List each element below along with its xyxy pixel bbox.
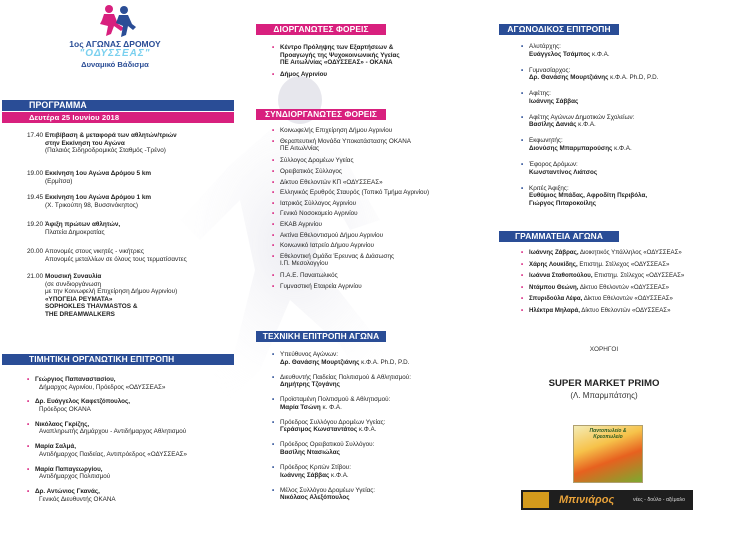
honorary-name: Μαρία Παπαγεωργίου, xyxy=(35,465,103,473)
competition-suffix: κ.Φ.Α. xyxy=(590,50,610,58)
competition-item xyxy=(521,113,739,129)
program-event xyxy=(45,170,255,185)
honorary-item xyxy=(27,376,235,391)
coorganizer-item xyxy=(272,167,490,176)
competition-header: ΑΓΩΝΟΔΙΚΟΣ ΕΠΙΤΡΟΠΗ xyxy=(499,24,619,35)
secretariat-item xyxy=(521,272,741,280)
technical-name-line xyxy=(280,472,490,480)
bullet-icon: • xyxy=(272,127,275,134)
secretariat-name: Ιωάννα Σταθοπούλου, xyxy=(529,272,593,280)
competition-role: Κριτές Άφιξης: xyxy=(529,184,569,192)
program-event xyxy=(45,194,255,209)
program-event-line: Απονομές στους νικητές - νικήτριες xyxy=(45,248,144,255)
secretariat-item xyxy=(521,295,741,303)
technical-suffix: κ.Φ.Α. xyxy=(329,471,349,479)
coorganizer-line: Π.Α.Ε. Παναιτωλικός xyxy=(280,272,338,280)
bullet-icon: • xyxy=(272,167,275,175)
bullet-icon: • xyxy=(521,283,524,291)
program-event-line: (Παλαιός Σιδηροδρομικός Σταθμός -Τρένο) xyxy=(45,147,166,155)
coorganizer-item xyxy=(272,199,490,208)
honorary-role: Γενικός Διευθυντής ΟΚΑΝΑ xyxy=(39,495,116,503)
honorary-name: Νικόλαος Γκρίζης, xyxy=(35,420,90,428)
technical-role: Μέλος Συλλόγου Δρομέων Υγείας: xyxy=(280,486,376,494)
technical-name-line xyxy=(280,359,490,367)
competition-name: Ιωάννης Σάββας xyxy=(529,97,579,105)
sponsor-logo-icon xyxy=(523,492,549,508)
technical-item xyxy=(272,441,490,456)
technical-role: Διευθυντής Παιδείας Πολιτισμού & Αθλητισμού: xyxy=(280,373,411,381)
technical-name: Ιωάννης Σάββας xyxy=(280,471,330,479)
coorganizer-item xyxy=(272,252,490,268)
technical-name: Δημήτρης Τζογάνης xyxy=(280,381,340,389)
runners-logo-icon xyxy=(94,4,136,38)
technical-suffix: κ.Φ.Α. Ph.D, P.D. xyxy=(359,358,410,366)
coorganizer-line: Γενικό Νοσοκομείο Αγρινίου xyxy=(280,210,358,218)
competition-role: Έφορος Δρόμων: xyxy=(529,161,578,168)
technical-item xyxy=(272,373,490,389)
technical-item xyxy=(272,351,490,366)
technical-item xyxy=(272,464,490,479)
bullet-icon: • xyxy=(27,465,30,473)
program-event-line: Άφιξη πρώτων αθλητών, xyxy=(45,221,121,228)
competition-suffix: κ.Φ.Α. xyxy=(576,121,596,129)
sponsor-photo xyxy=(573,425,643,483)
coorganizer-line: Σύλλογος Δρομέων Υγείας xyxy=(280,157,354,165)
sponsor-logo-text: Μπινιάρος xyxy=(559,494,615,506)
honorary-name: Δρ. Αντώνιος Γκανάς, xyxy=(35,488,100,495)
coorganizer-line: ΕΚΑΒ Αγρινίου xyxy=(280,220,322,228)
competition-role: Εκφωνητής: xyxy=(529,137,563,145)
bullet-icon: • xyxy=(521,90,524,98)
coorganizer-item xyxy=(272,272,490,280)
organizer-line: Δήμος Αγρινίου xyxy=(280,70,328,78)
competition-suffix: κ.Φ.Α. xyxy=(612,144,632,152)
coorganizer-line: Γυμναστική Εταιρεία Αγρινίου xyxy=(280,283,362,290)
program-event-line: (Ερμίτσα) xyxy=(45,177,73,185)
technical-name-line xyxy=(280,449,490,457)
program-event xyxy=(45,221,255,236)
bullet-icon: • xyxy=(272,189,275,197)
program-event-line: «ΥΠΟΓΕΙΑ ΡΕΥΜΑΤΑ» xyxy=(45,295,113,303)
bullet-icon: • xyxy=(27,376,30,383)
organizer-line: ΠΕ Αιτωλ/νίας «ΟΔΥΣΣΕΑΣ» - ΟΚΑΝΑ xyxy=(280,59,393,67)
program-event-line: SOPHOKLES THAVMASTOS & xyxy=(45,303,138,311)
program-event-line: Απονομές μεταλλίων σε όλους τους τερματίσαντες xyxy=(45,255,187,263)
logo-line3: Δυναμικό Βάδισμα xyxy=(81,60,149,69)
technical-suffix: κ.Φ.Α. xyxy=(357,426,377,434)
coorganizer-line: Κοινωνικό Ιατρείο Δήμου Αγρινίου xyxy=(280,242,374,250)
secretariat-name: Σπυριδούλα Λέφα, xyxy=(529,295,583,303)
sponsor-name: SUPER MARKET PRIMO xyxy=(548,378,660,389)
coorganizer-item xyxy=(272,178,490,187)
coorganizer-line: Κοινωφελής Επιχείρηση Δήμου Αγρινίου xyxy=(280,127,393,134)
bullet-icon: • xyxy=(272,70,275,78)
sponsor-photo-title: Παντοπωλείο & Κρεοπωλείο xyxy=(589,428,627,440)
coorganizer-item xyxy=(272,220,490,229)
competition-name: Κωνσταντίνος Λιάτσος xyxy=(529,168,598,176)
program-event-line: Εκκίνηση 1ου Αγώνα Δρόμου 1 km xyxy=(45,194,152,201)
logo-line2: "ΟΔΥΣΣΕΑΣ" xyxy=(79,48,151,59)
coorganizer-item xyxy=(272,137,490,153)
program-event xyxy=(45,273,255,319)
coorganizer-line: Ελληνικός Ερυθρός Σταυρός (Τοπικό Τμήμα Αγρινίου) xyxy=(280,189,430,197)
honorary-name: Δρ. Ευάγγελος Καφετζόπουλος, xyxy=(35,398,131,406)
honorary-role: Αντιδήμαρχος Παιδείας, Αντιπρόεδρος «ΟΔΥΣΣΕΑΣ» xyxy=(39,450,188,458)
bullet-icon: • xyxy=(521,295,524,303)
competition-role: Γυμνασίαρχος: xyxy=(529,66,571,74)
secretariat-item xyxy=(521,307,741,315)
program-time: 20.00 xyxy=(27,248,43,255)
bullet-icon: • xyxy=(272,210,275,218)
bullet-icon: • xyxy=(272,242,275,250)
bullet-icon: • xyxy=(272,283,275,290)
organizers-header: ΔΙΟΡΓΑΝΩΤΕΣ ΦΟΡΕΙΣ xyxy=(256,24,386,35)
competition-item xyxy=(521,137,739,152)
coorganizer-line: Ι.Π. Μεσολογγίου xyxy=(280,260,329,268)
secretariat-name: Χάρης Λουκίδης, xyxy=(529,260,578,268)
technical-role: Προϊσταμένη Πολιτισμού & Αθλητισμού: xyxy=(280,396,391,404)
competition-item xyxy=(521,66,739,82)
middle-column xyxy=(246,0,496,535)
technical-name-line xyxy=(280,404,490,412)
technical-role: Υπεύθυνος Αγώνων: xyxy=(280,351,338,358)
technical-suffix: κ. Φ.Α. xyxy=(320,403,342,411)
coorganizer-item xyxy=(272,283,490,291)
honorary-item xyxy=(27,488,235,503)
coorganizer-item xyxy=(272,189,490,197)
competition-role: Αφέτης: xyxy=(529,90,551,98)
technical-name: Βασίλης Ντασιώλας xyxy=(280,448,340,456)
program-event-line: Πλατεία Δημοκρατίας xyxy=(45,228,105,236)
coorganizer-line: Εθελοντική Ομάδα Έρευνας & Διάσωσης xyxy=(280,252,394,260)
bullet-icon: • xyxy=(272,373,275,381)
bullet-icon: • xyxy=(272,252,275,260)
bullet-icon: • xyxy=(272,231,275,239)
honorary-item xyxy=(27,465,235,481)
honorary-item xyxy=(27,443,235,458)
bullet-icon: • xyxy=(521,161,524,168)
program-event-line: (Χ. Τρικούπη 98, Βυσσινόκηπος) xyxy=(45,201,138,209)
honorary-role: Πρόεδρος ΟΚΑΝΑ xyxy=(39,405,91,413)
competition-name-line xyxy=(529,51,739,59)
organizer-item xyxy=(272,44,480,67)
secretariat-name: Ντάμπου Θεώνη, xyxy=(529,283,579,291)
competition-name-line xyxy=(529,192,739,200)
competition-item xyxy=(521,43,739,58)
bullet-icon: • xyxy=(27,398,30,406)
program-date: Δευτέρα 25 Ιουνίου 2018 xyxy=(2,112,234,123)
bullet-icon: • xyxy=(272,418,275,426)
organizer-item xyxy=(272,70,480,79)
bullet-icon: • xyxy=(272,351,275,358)
technical-item xyxy=(272,396,490,411)
coorganizer-line: Ιατρικός Σύλλογος Αγρινίου xyxy=(280,199,357,207)
technical-name-line xyxy=(280,381,490,389)
coorganizer-item xyxy=(272,127,490,135)
competition-item xyxy=(521,184,739,208)
competition-suffix: κ.Φ.Α. Ph.D, P.D. xyxy=(608,74,659,82)
bullet-icon: • xyxy=(272,44,275,51)
honorary-item xyxy=(27,398,235,413)
technical-name-line xyxy=(280,494,490,502)
program-event-line: Μουσική Συναυλία xyxy=(45,273,102,280)
bullet-icon: • xyxy=(521,260,524,268)
bullet-icon: • xyxy=(272,464,275,471)
secretariat-role: Διοικητικός Υπάλληλος «ΟΔΥΣΣΕΑΣ» xyxy=(578,249,682,256)
honorary-name: Γεώργιος Παπαναστασίου, xyxy=(35,376,116,383)
program-event-line: στην Εκκίνηση του Αγώνα xyxy=(45,139,125,147)
bullet-icon: • xyxy=(272,272,275,280)
bullet-icon: • xyxy=(272,199,275,207)
technical-role: Πρόεδρος Συλλόγου Δρομέων Υγείας: xyxy=(280,418,386,426)
secretariat-role: Επιστημ. Στέλεχος «ΟΔΥΣΣΕΑΣ» xyxy=(592,272,685,280)
bullet-icon: • xyxy=(521,43,524,50)
coorganizer-item xyxy=(272,210,490,218)
coorganizer-item xyxy=(272,231,490,240)
technical-name: Νικόλαος Αλεξόπουλος xyxy=(280,494,350,502)
technical-name: Δρ. Θανάσης Μουρτζιάνης xyxy=(280,358,360,366)
coorganizer-line: Ορειβατικός Σύλλογος xyxy=(280,167,342,175)
competition-name-line xyxy=(529,169,739,177)
coorganizer-line: ΠΕ Αιτωλ/νίας xyxy=(280,145,320,153)
coorganizer-item xyxy=(272,157,490,165)
technical-role: Πρόεδρος Ορειβατικού Συλλόγου: xyxy=(280,441,375,449)
program-event-line: Επιβίβαση & μεταφορά των αθλητών/τριών xyxy=(45,132,177,139)
honorary-role: Δήμαρχος Αγρινίου, Πρόεδρος «ΟΔΥΣΣΕΑΣ» xyxy=(39,383,166,391)
bullet-icon: • xyxy=(272,220,275,228)
competition-name-line xyxy=(529,121,739,129)
competition-name: Γιώργος Πιταροκοίλης xyxy=(529,199,596,207)
honorary-role: Αντιδήμαρχος Πολιτισμού xyxy=(39,473,111,481)
organizer-line: Κέντρο Πρόληψης των Εξαρτήσεων & xyxy=(280,44,394,51)
technical-role: Πρόεδρος Κριτών Στίβου: xyxy=(280,464,351,471)
competition-item xyxy=(521,161,739,176)
bullet-icon: • xyxy=(521,272,524,280)
logo-line1: 1ος ΑΓΩΝΑΣ ΔΡΟΜΟΥ xyxy=(69,39,161,49)
competition-name: Βασίλης Δανιάς xyxy=(529,121,577,129)
program-event-line: THE DREAMWALKERS xyxy=(45,310,115,318)
technical-item xyxy=(272,418,490,434)
bullet-icon: • xyxy=(521,307,524,314)
technical-name-line xyxy=(280,426,490,434)
bullet-icon: • xyxy=(272,157,275,165)
program-event xyxy=(45,248,255,263)
left-column xyxy=(0,0,246,535)
secretariat-name: Ηλέκτρα Μηλαρά, xyxy=(529,307,580,314)
bullet-icon: • xyxy=(27,488,30,495)
program-time: 21.00 xyxy=(27,273,43,280)
secretariat-role: Δίκτυο Εθελοντών «ΟΔΥΣΣΕΑΣ» xyxy=(578,283,669,291)
secretariat-name: Ιωάννης Ζάβρας, xyxy=(529,249,579,256)
technical-name: Γεράσιμος Κωνσταντάτος xyxy=(280,426,358,434)
program-time: 17.40 xyxy=(27,132,43,139)
organizer-line: Προαγωγής της Ψυχοκοινωνικής Υγείας xyxy=(280,51,400,59)
competition-name-line xyxy=(529,74,739,82)
competition-name: Ευθύμιος Μπάδας, Αφροδίτη Περιβόλα, xyxy=(529,192,648,200)
secretariat-role: Δίκτυο Εθελοντών «ΟΔΥΣΣΕΑΣ» xyxy=(582,295,673,303)
competition-name-line xyxy=(529,145,739,153)
bullet-icon: • xyxy=(521,66,524,74)
coorganizer-item xyxy=(272,242,490,250)
honorary-item xyxy=(27,420,235,436)
bullet-icon: • xyxy=(27,443,30,451)
bullet-icon: • xyxy=(521,184,524,192)
competition-role: Αλυτάρχης: xyxy=(529,43,561,50)
program-time: 19.45 xyxy=(27,194,43,201)
program-event-line: (σε συνδιοργάνωση xyxy=(45,280,102,288)
competition-role: Αφέτης Αγώνων Δημοτικών Σχολείων: xyxy=(529,113,635,121)
bullet-icon: • xyxy=(272,178,275,186)
secretariat-item xyxy=(521,283,741,292)
honorary-role: Αναπληρωτής Δημάρχου - Αντιδήμαρχος Αθλητισμού xyxy=(39,428,187,436)
coorganizer-line: Θεραπευτική Μονάδα Υποκατάστασης ΟΚΑΝΑ xyxy=(280,137,411,145)
competition-name: Διονύσης Μπαρμπαρούσης xyxy=(529,144,613,152)
coorganizers-header: ΣΥΝΔΙΟΡΓΑΝΩΤΕΣ ΦΟΡΕΙΣ xyxy=(256,109,386,120)
program-time: 19.20 xyxy=(27,221,43,228)
honorary-header: ΤΙΜΗΤΙΚΗ ΟΡΓΑΝΩΤΙΚΗ ΕΠΙΤΡΟΠΗ xyxy=(2,354,234,365)
bullet-icon: • xyxy=(272,486,275,494)
technical-name: Μαρία Τσώνη xyxy=(280,403,321,411)
sponsor-sub: (Λ. Μπαρμπάτσης) xyxy=(570,391,638,400)
competition-item xyxy=(521,90,739,105)
technical-header: ΤΕΧΝΙΚΗ ΕΠΙΤΡΟΠΗ ΑΓΩΝΑ xyxy=(256,331,386,342)
sponsors-label: ΧΟΡΗΓΟΙ xyxy=(589,346,619,353)
coorganizer-line: Ακτίνα Εθελοντισμού Δήμου Αγρινίου xyxy=(280,231,384,239)
bullet-icon: • xyxy=(521,137,524,145)
secretariat-item xyxy=(521,260,741,269)
bullet-icon: • xyxy=(521,113,524,121)
sponsor-logo-banner xyxy=(521,490,693,510)
secretariat-role: Δίκτυο Εθελοντών «ΟΔΥΣΣΕΑΣ» xyxy=(579,307,671,314)
program-time: 19.00 xyxy=(27,170,43,177)
secretariat-role: Επιστημ. Στέλεχος «ΟΔΥΣΣΕΑΣ» xyxy=(577,260,670,268)
bullet-icon: • xyxy=(272,441,275,449)
competition-name-line xyxy=(529,98,739,106)
bullet-icon: • xyxy=(521,249,524,256)
sponsor-logo-sub: νέες - δούλο - αξέμαλο xyxy=(633,497,685,503)
bullet-icon: • xyxy=(272,396,275,404)
bullet-icon: • xyxy=(27,420,30,428)
competition-name: Δρ. Θανάσης Μουρτζιάνης xyxy=(529,74,609,82)
bullet-icon: • xyxy=(272,137,275,145)
program-event-line: Εκκίνηση 1ου Αγώνα Δρόμου 5 km xyxy=(45,170,152,177)
program-event-line: με την Κοινωφελή Επιχείρηση Δήμου Αγρινίου) xyxy=(45,288,178,296)
coorganizer-line: Δίκτυο Εθελοντών ΚΠ «ΟΔΥΣΣΕΑΣ» xyxy=(280,178,383,186)
competition-name: Ευάγγελος Τσάμπος xyxy=(529,50,591,58)
technical-item xyxy=(272,486,490,502)
honorary-name: Μαρία Σαλμά, xyxy=(35,443,77,451)
program-header: ΠΡΟΓΡΑΜΜΑ xyxy=(2,100,234,111)
program-event xyxy=(45,132,255,155)
secretariat-header: ΓΡΑΜΜΑΤΕΙΑ ΑΓΩΝΑ xyxy=(499,231,619,242)
secretariat-item xyxy=(521,249,741,257)
